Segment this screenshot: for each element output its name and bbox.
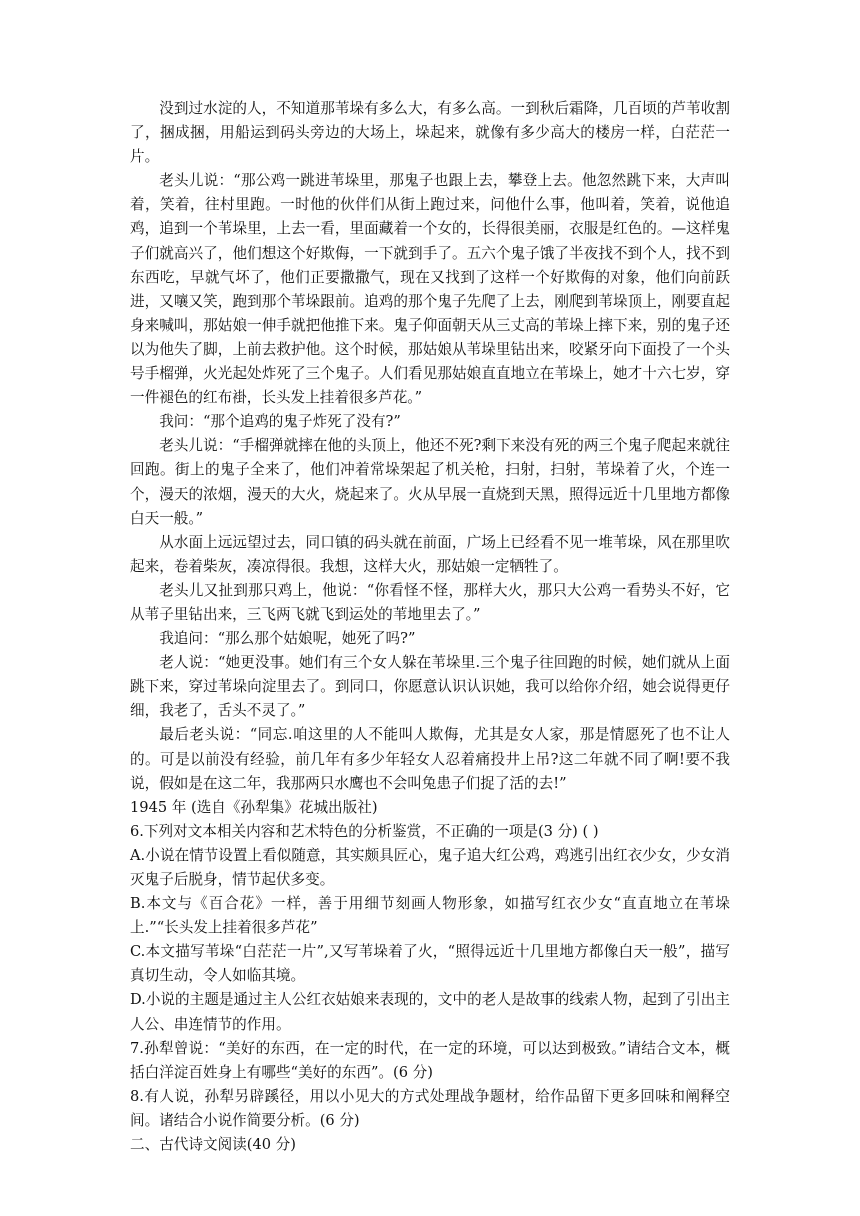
question-7: 7.孙犁曾说：“美好的东西，在一定的时代，在一定的环境，可以达到极致。”请结合文本，概括白洋淀百姓身上有哪些“美好的东西”。(6 分) xyxy=(130,1039,730,1081)
story-paragraph: 我追问：“那么那个姑娘呢，她死了吗?” xyxy=(159,630,416,648)
story-paragraph: 老头儿说：“手榴弹就摔在他的头顶上，他还不死?剩下来没有死的两三个鬼子爬起来就往回跑。街上的鬼子全来了，他们冲着常垛架起了机关枪，扫射，扫射，苇垛着了火，个连一个，漫天的浓烟，漫天的大火，烧起来了。火从早展一直烧到天黑，照得远近十几里地方都像白天一般。” xyxy=(130,437,730,527)
story-paragraph: 从水面上远远望过去，同口镇的码头就在前面，广场上已经看不见一堆苇垛，风在那里吹起来，卷着柴灰，凑凉得很。我想，这样大火，那姑娘一定牺牲了。 xyxy=(130,533,730,575)
story-paragraph: 我问：“那个追鸡的鬼子炸死了没有?” xyxy=(159,413,401,431)
section-heading: 二、古代诗文阅读(40 分) xyxy=(130,1136,296,1154)
option-b: B.本文与《百合花》一样，善于用细节刻画人物形象，如描写红衣少女“直直地立在苇垛上.”“长头发上挂着很多芦花” xyxy=(130,895,730,937)
story-paragraph: 老人说：“她更没事。她们有三个女人躲在苇垛里.三个鬼子往回跑的时候，她们就从上面跳下来，穿过苇垛向淀里去了。到同口，你愿意认识认识她，我可以给你介绍，她会说得更仔细，我老了，舌头不灵了。” xyxy=(130,654,730,720)
document-page xyxy=(130,97,730,1157)
story-paragraph: 没到过水淀的人，不知道那苇垛有多么大，有多么高。一到秋后霜降，几百顷的芦苇收割了，捆成捆，用船运到码头旁边的大场上，垛起来，就像有多少高大的楼房一样，白茫茫一片。 xyxy=(130,100,730,166)
story-paragraph: 最后老头说：“同忘.咱这里的人不能叫人欺侮，尤其是女人家，那是情愿死了也不让人的。可是以前没有经验，前几年有多少年轻女人忍着痛投井上吊?这二年就不同了啊!要不我说，假如是在这二年，我那两只水鹰也不会叫兔患子们捉了活的去!” xyxy=(130,726,730,792)
story-paragraph: 老头儿又扯到那只鸡上，他说：“你看怪不怪，那样大火，那只大公鸡一看势头不好，它从苇子里钻出来，三飞两飞就飞到运处的苇地里去了。” xyxy=(130,581,730,623)
option-c: C.本文描写苇垛“白茫茫一片”,又写苇垛着了火，“照得远近十几里地方都像白天一般”，描写真切生动，令人如临其境。 xyxy=(130,943,730,985)
question-8: 8.有人说，孙犁另辟蹊径，用以小见大的方式处理战争题材，给作品留下更多回味和阐释空间。诸结合小说作简要分析。(6 分) xyxy=(130,1087,730,1129)
question-6: 6.下列对文本相关内容和艺术特色的分析鉴赏，不正确的一项是(3 分) ( ) xyxy=(130,822,599,840)
story-paragraph: 老头儿说：“那公鸡一跳进苇垛里，那鬼子也跟上去，攀登上去。他忽然跳下来，大声叫着，笑着，往村里跑。一时他的伙伴们从街上跑过来，问他什么事，他叫着，笑着，说他追鸡，追到一个苇垛里，上去一看，里面藏着一个女的，长得很美丽，衣服是红色的。—这样鬼子们就高兴了，他们想这个好欺侮，一下就到手了。五六个鬼子饿了半夜找不到个人，找不到东西吃，早就气坏了，他们正要撒撒气，现在又找到了这样一个好欺侮的对象，他们向前跃进，又嚷又笑，跑到那个苇垛跟前。追鸡的那个鬼子先爬了上去，刚爬到苇垛顶上，刚要直起身来喊叫，那姑娘一伸手就把他推下来。鬼子仰面朝天从三丈高的苇垛上摔下来，别的鬼子还以为他失了脚，上前去救护他。这个时候，那姑娘从苇垛里钻出来，咬紧牙向下面投了一个头号手榴弹，火光起处炸死了三个鬼子。人们看见那姑娘直直地立在苇垛上，她才十六七岁，穿一件褪色的红布褂，长头发上挂着很多芦花。” xyxy=(130,172,730,407)
option-d: D.小说的主题是通过主人公红衣姑娘来表现的，文中的老人是故事的线索人物，起到了引出主人公、串连情节的作用。 xyxy=(130,991,730,1033)
option-a: A.小说在情节设置上看似随意，其实颇具匠心，鬼子追大红公鸡，鸡逃引出红衣少女，少女消灭鬼子后脱身，情节起伏多变。 xyxy=(130,846,730,888)
source-line: 1945 年 (选自《孙犁集》花城出版社) xyxy=(130,798,378,816)
